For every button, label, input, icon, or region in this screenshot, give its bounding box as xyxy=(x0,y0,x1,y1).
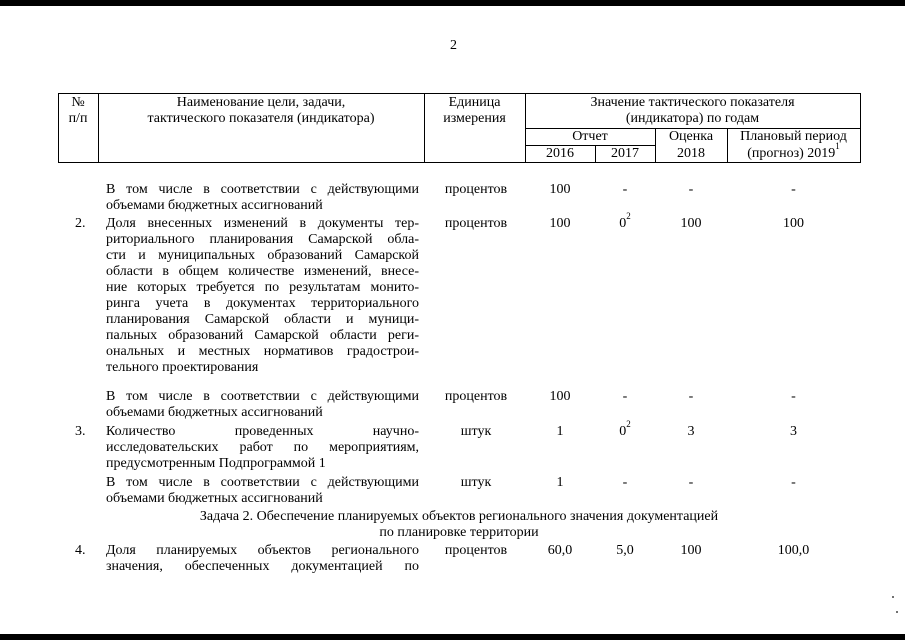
scan-speck xyxy=(896,611,898,613)
row-text-line: Доля внесенных изменений в документы тер- xyxy=(106,216,419,231)
row-value-2019: 100,0 xyxy=(777,543,810,558)
task-heading-line2: по планировке территории xyxy=(379,525,539,540)
row-number: 2. xyxy=(75,216,86,231)
row-value-2018: - xyxy=(688,389,694,404)
header-name-line2: тактического показателя (индикатора) xyxy=(147,111,375,126)
footnote-2: 2 xyxy=(626,211,631,222)
row-unit: процентов xyxy=(444,216,508,231)
row-value-2019: - xyxy=(791,475,796,490)
row-text-line: В том числе в соответствии с действующими xyxy=(106,389,419,404)
row-text-line: Количество проведенных научно- xyxy=(106,424,419,439)
row-value-2018: 3 xyxy=(687,424,695,439)
row-text-line: объемами бюджетных ассигнований xyxy=(106,405,323,420)
header-value-line2: (индикатора) по годам xyxy=(625,111,760,126)
header-name-line1: Наименование цели, задачи, xyxy=(176,95,346,110)
header-num-2: п/п xyxy=(68,111,88,126)
row-value-2017: - xyxy=(622,182,628,197)
footnote-1: 1 xyxy=(835,141,840,152)
row-value-2019: 100 xyxy=(783,216,804,231)
header-year-2017: 2017 xyxy=(611,146,639,161)
scan-speck xyxy=(892,596,894,598)
row-text-line: Доля планируемых объектов регионального xyxy=(106,543,419,558)
page-top-border xyxy=(0,0,905,6)
row-value-2019: - xyxy=(791,182,796,197)
row-text-line: риториального планирования Самарской обла- xyxy=(106,232,419,247)
header-unit-line1: Единица xyxy=(448,95,501,110)
header-estimate: Оценка xyxy=(668,129,714,144)
row-text-line: области в общем количестве изменений, внесе- xyxy=(106,264,419,279)
row-text-line: В том числе в соответствии с действующими xyxy=(106,182,419,197)
row-value-2016: 100 xyxy=(549,182,571,197)
row-text-line: пальных образований Самарской области реги- xyxy=(106,328,419,343)
row-text-line: предусмотренным Подпрограммой 1 xyxy=(106,456,326,471)
row-text-line: планирования Самарской области и муници- xyxy=(106,312,419,327)
row-text-line: В том числе в соответствии с действующими xyxy=(106,475,419,490)
page-number: 2 xyxy=(450,38,457,53)
header-forecast: (прогноз) 2019$^1$ xyxy=(747,141,840,161)
row-text-line: значения, обеспеченных документацией по xyxy=(106,559,419,574)
row-number: 4. xyxy=(75,543,86,558)
row-text-line: исследовательских работ по мероприятиям, xyxy=(106,440,419,455)
header-num: № xyxy=(71,95,85,110)
row-value-2016: 100 xyxy=(549,216,571,231)
row-unit: штук xyxy=(460,475,492,490)
row-value-2017: - xyxy=(622,389,628,404)
row-value-2016: 100 xyxy=(549,389,571,404)
row-value-2016: 1 xyxy=(556,424,564,439)
footnote-2: 2 xyxy=(626,419,631,430)
row-text-line: объемами бюджетных ассигнований xyxy=(106,491,323,506)
task-heading-line1: Задача 2. Обеспечение планируемых объектов регионального значения документацией xyxy=(199,509,719,524)
row-unit: процентов xyxy=(444,543,508,558)
row-text-line: ональных и местных нормативов градострои- xyxy=(106,344,419,359)
row-value-2017: $0^2$ xyxy=(619,211,631,231)
row-unit: процентов xyxy=(444,389,508,404)
header-unit-line2: измерения xyxy=(443,111,506,126)
header-plan: Плановый период xyxy=(740,129,847,144)
row-value-2018: 100 xyxy=(680,543,702,558)
row-value-2016: 60,0 xyxy=(547,543,573,558)
row-value-2017: 5,0 xyxy=(616,543,634,558)
page-bottom-border xyxy=(0,634,905,640)
header-report: Отчет xyxy=(572,129,608,144)
row-text-line: тельного проектирования xyxy=(106,360,259,375)
header-year-2018: 2018 xyxy=(677,146,705,161)
header-year-2016: 2016 xyxy=(546,146,574,161)
row-value-2016: 1 xyxy=(556,475,564,490)
row-unit: штук xyxy=(460,424,492,439)
row-text-line: объемами бюджетных ассигнований xyxy=(106,198,323,213)
row-value-2017: - xyxy=(622,475,628,490)
row-text-line: сти и муниципальных образований Самарской xyxy=(106,248,419,263)
row-value-2019: 3 xyxy=(790,424,797,439)
row-unit: процентов xyxy=(444,182,508,197)
row-value-2019: - xyxy=(791,389,796,404)
row-value-2018: - xyxy=(688,475,694,490)
row-value-2018: - xyxy=(688,182,694,197)
row-value-2018: 100 xyxy=(680,216,702,231)
row-value-2017: $0^2$ xyxy=(619,419,631,439)
row-number: 3. xyxy=(75,424,86,439)
row-text-line: ринга учета в документах территориального xyxy=(106,296,419,311)
row-text-line: ние которых требуется по результатам монито- xyxy=(106,280,419,295)
header-value-line1: Значение тактического показателя xyxy=(590,95,795,110)
